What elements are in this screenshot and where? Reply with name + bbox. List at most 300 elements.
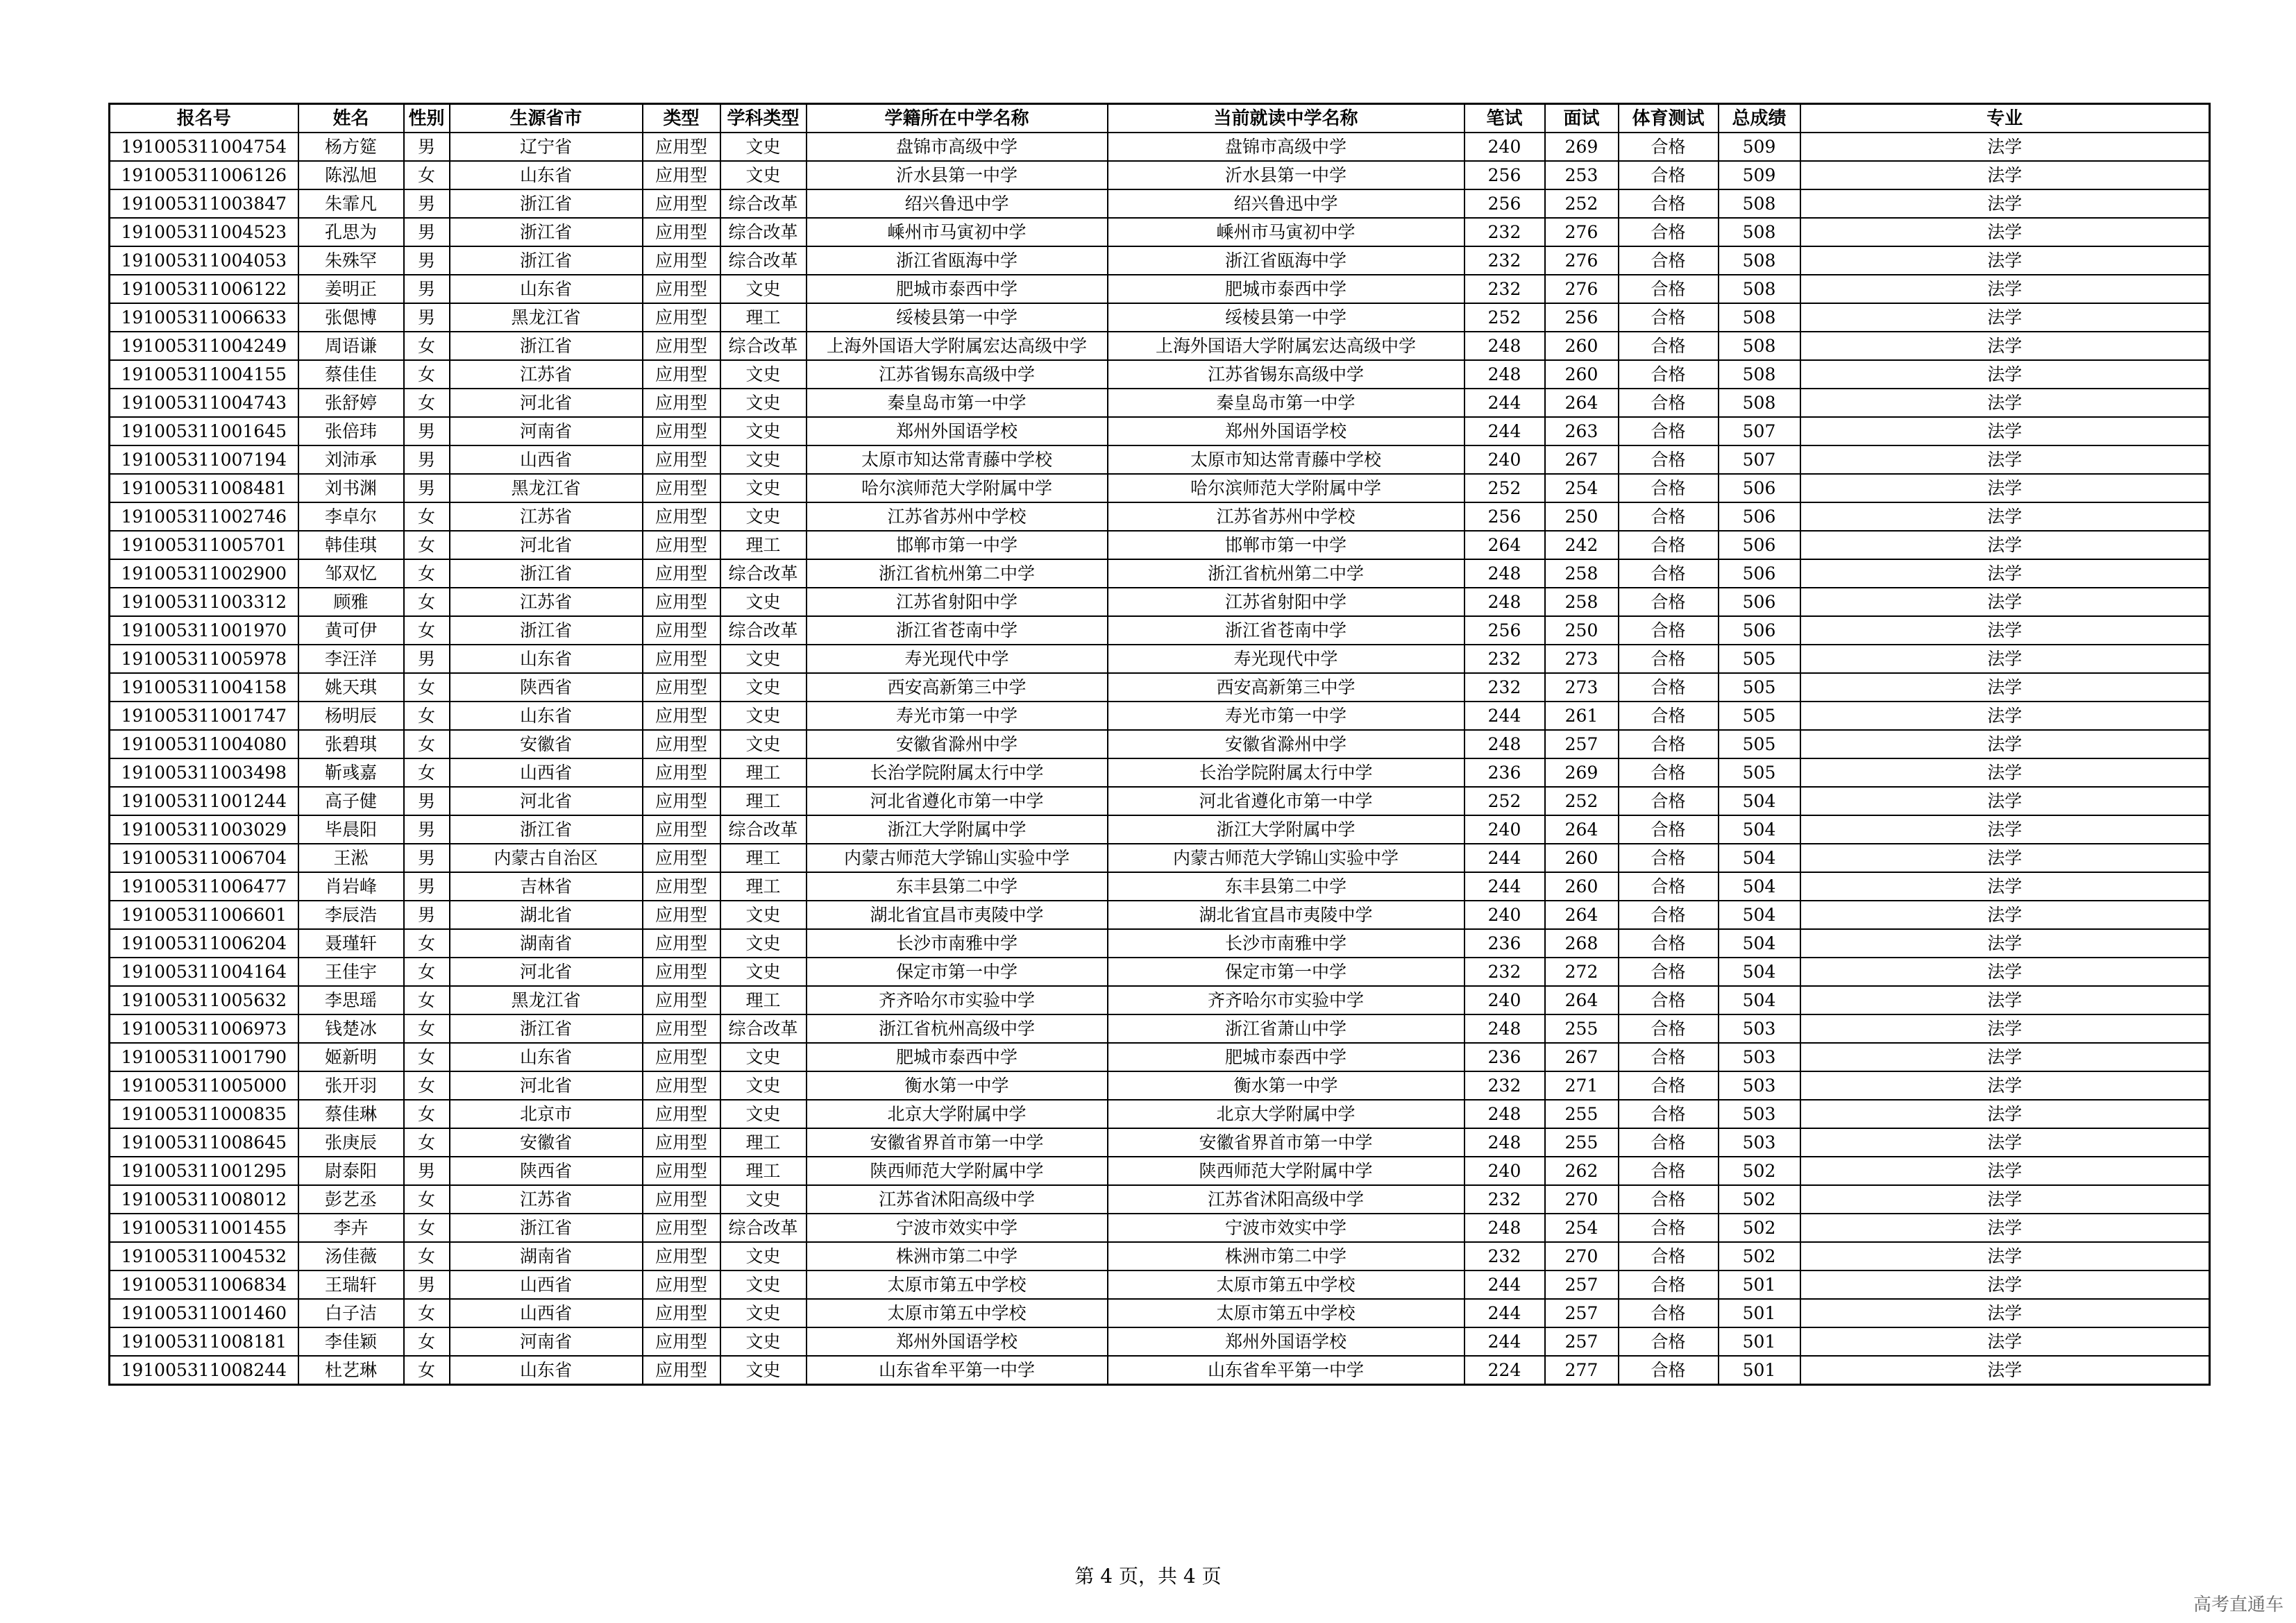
cell-name: 聂瑾轩 (298, 929, 404, 958)
cell-gender: 女 (404, 1299, 450, 1327)
table-row (110, 417, 2210, 445)
table-row (110, 1299, 2210, 1327)
cell-registered-school: 嵊州市马寅初中学 (807, 218, 1108, 246)
cell-major: 法学 (1800, 559, 2210, 588)
cell-total-score: 509 (1719, 161, 1800, 189)
cell-interview: 255 (1545, 1014, 1619, 1043)
cell-gender: 女 (404, 986, 450, 1014)
cell-interview: 260 (1545, 844, 1619, 872)
cell-major: 法学 (1800, 986, 2210, 1014)
cell-current-school: 长治学院附属太行中学 (1108, 758, 1464, 787)
cell-current-school: 宁波市效实中学 (1108, 1214, 1464, 1242)
table-row (110, 1043, 2210, 1071)
cell-current-school: 太原市第五中学校 (1108, 1299, 1464, 1327)
cell-subject-type: 文史 (720, 673, 807, 702)
cell-interview: 250 (1545, 616, 1619, 645)
cell-type: 应用型 (643, 901, 720, 929)
cell-current-school: 太原市第五中学校 (1108, 1271, 1464, 1299)
cell-written-test: 240 (1464, 901, 1545, 929)
cell-pe-test: 合格 (1619, 1128, 1719, 1157)
cell-total-score: 502 (1719, 1242, 1800, 1271)
cell-name: 李卓尔 (298, 502, 404, 531)
cell-gender: 女 (404, 1327, 450, 1356)
cell-written-test: 232 (1464, 275, 1545, 303)
cell-registration-no: 191005311001244 (110, 787, 298, 815)
cell-major: 法学 (1800, 1157, 2210, 1185)
cell-gender: 男 (404, 901, 450, 929)
cell-gender: 女 (404, 161, 450, 189)
cell-pe-test: 合格 (1619, 929, 1719, 958)
cell-gender: 女 (404, 958, 450, 986)
cell-written-test: 236 (1464, 929, 1545, 958)
cell-current-school: 寿光市第一中学 (1108, 702, 1464, 730)
cell-registration-no: 191005311001747 (110, 702, 298, 730)
cell-name: 李辰浩 (298, 901, 404, 929)
cell-current-school: 浙江省杭州第二中学 (1108, 559, 1464, 588)
cell-major: 法学 (1800, 1071, 2210, 1100)
cell-pe-test: 合格 (1619, 844, 1719, 872)
cell-registration-no: 191005311008645 (110, 1128, 298, 1157)
cell-total-score: 504 (1719, 901, 1800, 929)
cell-registered-school: 保定市第一中学 (807, 958, 1108, 986)
cell-major: 法学 (1800, 1271, 2210, 1299)
cell-total-score: 507 (1719, 417, 1800, 445)
cell-total-score: 502 (1719, 1185, 1800, 1214)
cell-registration-no: 191005311001970 (110, 616, 298, 645)
cell-gender: 女 (404, 559, 450, 588)
cell-name: 张舒婷 (298, 389, 404, 417)
col-header-written-test: 笔试 (1464, 104, 1545, 133)
cell-type: 应用型 (643, 730, 720, 758)
cell-current-school: 秦皇岛市第一中学 (1108, 389, 1464, 417)
cell-gender: 男 (404, 445, 450, 474)
cell-registration-no: 191005311005978 (110, 645, 298, 673)
cell-written-test: 224 (1464, 1356, 1545, 1385)
cell-registered-school: 宁波市效实中学 (807, 1214, 1108, 1242)
cell-gender: 男 (404, 133, 450, 161)
cell-gender: 男 (404, 844, 450, 872)
cell-registration-no: 191005311003847 (110, 189, 298, 218)
cell-gender: 女 (404, 1214, 450, 1242)
cell-pe-test: 合格 (1619, 730, 1719, 758)
cell-pe-test: 合格 (1619, 1185, 1719, 1214)
cell-registered-school: 长治学院附属太行中学 (807, 758, 1108, 787)
cell-type: 应用型 (643, 815, 720, 844)
cell-name: 王瑞轩 (298, 1271, 404, 1299)
cell-name: 朱霏凡 (298, 189, 404, 218)
cell-pe-test: 合格 (1619, 161, 1719, 189)
cell-gender: 女 (404, 758, 450, 787)
cell-major: 法学 (1800, 246, 2210, 275)
cell-type: 应用型 (643, 986, 720, 1014)
cell-written-test: 236 (1464, 1043, 1545, 1071)
cell-interview: 258 (1545, 588, 1619, 616)
cell-interview: 252 (1545, 787, 1619, 815)
cell-major: 法学 (1800, 929, 2210, 958)
cell-interview: 264 (1545, 901, 1619, 929)
cell-registered-school: 北京大学附属中学 (807, 1100, 1108, 1128)
cell-registered-school: 郑州外国语学校 (807, 417, 1108, 445)
table-row (110, 1128, 2210, 1157)
cell-interview: 257 (1545, 1299, 1619, 1327)
col-header-province: 生源省市 (450, 104, 643, 133)
cell-written-test: 236 (1464, 758, 1545, 787)
cell-gender: 女 (404, 360, 450, 389)
cell-subject-type: 综合改革 (720, 332, 807, 360)
cell-province: 山东省 (450, 1043, 643, 1071)
cell-name: 王佳宇 (298, 958, 404, 986)
table-row (110, 275, 2210, 303)
cell-registered-school: 浙江省瓯海中学 (807, 246, 1108, 275)
cell-interview: 257 (1545, 1271, 1619, 1299)
cell-type: 应用型 (643, 758, 720, 787)
cell-type: 应用型 (643, 1157, 720, 1185)
cell-subject-type: 综合改革 (720, 815, 807, 844)
cell-gender: 男 (404, 246, 450, 275)
cell-province: 河北省 (450, 1071, 643, 1100)
cell-interview: 260 (1545, 360, 1619, 389)
cell-current-school: 沂水县第一中学 (1108, 161, 1464, 189)
cell-pe-test: 合格 (1619, 389, 1719, 417)
cell-current-school: 寿光现代中学 (1108, 645, 1464, 673)
cell-subject-type: 文史 (720, 133, 807, 161)
cell-major: 法学 (1800, 787, 2210, 815)
cell-subject-type: 综合改革 (720, 616, 807, 645)
cell-province: 黑龙江省 (450, 474, 643, 502)
table-row (110, 1185, 2210, 1214)
cell-current-school: 齐齐哈尔市实验中学 (1108, 986, 1464, 1014)
cell-gender: 女 (404, 1100, 450, 1128)
cell-province: 安徽省 (450, 1128, 643, 1157)
cell-major: 法学 (1800, 332, 2210, 360)
cell-total-score: 508 (1719, 303, 1800, 332)
cell-interview: 253 (1545, 161, 1619, 189)
cell-registration-no: 191005311002746 (110, 502, 298, 531)
cell-registered-school: 太原市第五中学校 (807, 1271, 1108, 1299)
cell-gender: 男 (404, 303, 450, 332)
cell-major: 法学 (1800, 1043, 2210, 1071)
cell-province: 河南省 (450, 1327, 643, 1356)
cell-current-school: 肥城市泰西中学 (1108, 1043, 1464, 1071)
cell-type: 应用型 (643, 218, 720, 246)
cell-current-school: 哈尔滨师范大学附属中学 (1108, 474, 1464, 502)
col-header-type: 类型 (643, 104, 720, 133)
table-row (110, 702, 2210, 730)
cell-interview: 250 (1545, 502, 1619, 531)
cell-interview: 264 (1545, 389, 1619, 417)
cell-province: 山东省 (450, 161, 643, 189)
cell-major: 法学 (1800, 958, 2210, 986)
cell-registration-no: 191005311004155 (110, 360, 298, 389)
cell-type: 应用型 (643, 360, 720, 389)
cell-pe-test: 合格 (1619, 502, 1719, 531)
cell-province: 山西省 (450, 1271, 643, 1299)
cell-major: 法学 (1800, 189, 2210, 218)
cell-written-test: 232 (1464, 246, 1545, 275)
cell-gender: 女 (404, 673, 450, 702)
cell-registered-school: 沂水县第一中学 (807, 161, 1108, 189)
cell-pe-test: 合格 (1619, 1356, 1719, 1385)
cell-pe-test: 合格 (1619, 673, 1719, 702)
col-header-total-score: 总成绩 (1719, 104, 1800, 133)
cell-registered-school: 江苏省锡东高级中学 (807, 360, 1108, 389)
cell-pe-test: 合格 (1619, 1071, 1719, 1100)
cell-province: 辽宁省 (450, 133, 643, 161)
cell-written-test: 244 (1464, 417, 1545, 445)
cell-total-score: 504 (1719, 986, 1800, 1014)
cell-written-test: 252 (1464, 474, 1545, 502)
cell-province: 浙江省 (450, 1214, 643, 1242)
cell-pe-test: 合格 (1619, 303, 1719, 332)
cell-current-school: 衡水第一中学 (1108, 1071, 1464, 1100)
cell-province: 陕西省 (450, 1157, 643, 1185)
cell-type: 应用型 (643, 559, 720, 588)
cell-name: 蔡佳琳 (298, 1100, 404, 1128)
cell-province: 江苏省 (450, 1185, 643, 1214)
cell-major: 法学 (1800, 303, 2210, 332)
cell-gender: 女 (404, 1071, 450, 1100)
table-row (110, 1100, 2210, 1128)
cell-major: 法学 (1800, 645, 2210, 673)
cell-pe-test: 合格 (1619, 958, 1719, 986)
cell-registered-school: 浙江省杭州第二中学 (807, 559, 1108, 588)
cell-subject-type: 文史 (720, 901, 807, 929)
cell-current-school: 盘锦市高级中学 (1108, 133, 1464, 161)
cell-registration-no: 191005311005000 (110, 1071, 298, 1100)
cell-name: 陈泓旭 (298, 161, 404, 189)
cell-interview: 273 (1545, 645, 1619, 673)
cell-interview: 272 (1545, 958, 1619, 986)
col-header-name: 姓名 (298, 104, 404, 133)
cell-name: 姬新明 (298, 1043, 404, 1071)
cell-type: 应用型 (643, 787, 720, 815)
cell-current-school: 江苏省锡东高级中学 (1108, 360, 1464, 389)
cell-subject-type: 文史 (720, 588, 807, 616)
cell-written-test: 248 (1464, 1128, 1545, 1157)
cell-total-score: 508 (1719, 218, 1800, 246)
cell-major: 法学 (1800, 1214, 2210, 1242)
cell-total-score: 501 (1719, 1356, 1800, 1385)
cell-written-test: 232 (1464, 218, 1545, 246)
cell-pe-test: 合格 (1619, 133, 1719, 161)
cell-registration-no: 191005311004249 (110, 332, 298, 360)
cell-subject-type: 文史 (720, 1185, 807, 1214)
cell-gender: 女 (404, 1014, 450, 1043)
cell-gender: 男 (404, 275, 450, 303)
cell-name: 张碧琪 (298, 730, 404, 758)
cell-registered-school: 衡水第一中学 (807, 1071, 1108, 1100)
cell-subject-type: 综合改革 (720, 246, 807, 275)
table-row (110, 474, 2210, 502)
cell-pe-test: 合格 (1619, 787, 1719, 815)
cell-gender: 男 (404, 189, 450, 218)
cell-written-test: 264 (1464, 531, 1545, 559)
table-row (110, 1242, 2210, 1271)
cell-total-score: 504 (1719, 844, 1800, 872)
cell-registration-no: 191005311003312 (110, 588, 298, 616)
cell-province: 山东省 (450, 645, 643, 673)
cell-pe-test: 合格 (1619, 1100, 1719, 1128)
cell-interview: 260 (1545, 332, 1619, 360)
cell-registered-school: 盘锦市高级中学 (807, 133, 1108, 161)
cell-current-school: 江苏省射阳中学 (1108, 588, 1464, 616)
cell-total-score: 503 (1719, 1071, 1800, 1100)
cell-pe-test: 合格 (1619, 1214, 1719, 1242)
cell-pe-test: 合格 (1619, 616, 1719, 645)
cell-written-test: 240 (1464, 986, 1545, 1014)
cell-current-school: 浙江大学附属中学 (1108, 815, 1464, 844)
cell-major: 法学 (1800, 1128, 2210, 1157)
table-row (110, 758, 2210, 787)
cell-registration-no: 191005311004532 (110, 1242, 298, 1271)
cell-type: 应用型 (643, 303, 720, 332)
table-row (110, 133, 2210, 161)
cell-name: 蔡佳佳 (298, 360, 404, 389)
cell-pe-test: 合格 (1619, 218, 1719, 246)
cell-current-school: 江苏省沭阳高级中学 (1108, 1185, 1464, 1214)
table-row (110, 531, 2210, 559)
cell-total-score: 506 (1719, 588, 1800, 616)
cell-type: 应用型 (643, 531, 720, 559)
cell-province: 浙江省 (450, 616, 643, 645)
cell-registration-no: 191005311003029 (110, 815, 298, 844)
cell-type: 应用型 (643, 1128, 720, 1157)
cell-major: 法学 (1800, 275, 2210, 303)
cell-pe-test: 合格 (1619, 246, 1719, 275)
cell-total-score: 504 (1719, 787, 1800, 815)
table-row (110, 246, 2210, 275)
cell-written-test: 240 (1464, 445, 1545, 474)
table-row (110, 1014, 2210, 1043)
cell-gender: 男 (404, 474, 450, 502)
cell-total-score: 501 (1719, 1299, 1800, 1327)
cell-subject-type: 理工 (720, 531, 807, 559)
table-row (110, 1214, 2210, 1242)
cell-registration-no: 191005311006122 (110, 275, 298, 303)
cell-written-test: 248 (1464, 559, 1545, 588)
cell-written-test: 248 (1464, 332, 1545, 360)
cell-province: 江苏省 (450, 588, 643, 616)
cell-major: 法学 (1800, 133, 2210, 161)
cell-registration-no: 191005311004164 (110, 958, 298, 986)
cell-pe-test: 合格 (1619, 275, 1719, 303)
cell-registered-school: 寿光现代中学 (807, 645, 1108, 673)
table-row (110, 872, 2210, 901)
cell-type: 应用型 (643, 1242, 720, 1271)
cell-gender: 女 (404, 730, 450, 758)
cell-province: 河北省 (450, 787, 643, 815)
cell-interview: 255 (1545, 1128, 1619, 1157)
cell-registration-no: 191005311005632 (110, 986, 298, 1014)
cell-name: 周语谦 (298, 332, 404, 360)
cell-type: 应用型 (643, 645, 720, 673)
cell-type: 应用型 (643, 332, 720, 360)
cell-total-score: 508 (1719, 332, 1800, 360)
cell-subject-type: 文史 (720, 702, 807, 730)
cell-type: 应用型 (643, 1271, 720, 1299)
cell-written-test: 232 (1464, 958, 1545, 986)
cell-written-test: 232 (1464, 673, 1545, 702)
cell-current-school: 长沙市南雅中学 (1108, 929, 1464, 958)
table-row (110, 161, 2210, 189)
cell-province: 河北省 (450, 389, 643, 417)
cell-interview: 271 (1545, 1071, 1619, 1100)
cell-subject-type: 文史 (720, 1327, 807, 1356)
table-row (110, 645, 2210, 673)
table-row (110, 559, 2210, 588)
cell-major: 法学 (1800, 1299, 2210, 1327)
cell-name: 孔思为 (298, 218, 404, 246)
table-row (110, 445, 2210, 474)
cell-name: 李汪洋 (298, 645, 404, 673)
cell-written-test: 256 (1464, 161, 1545, 189)
cell-subject-type: 理工 (720, 303, 807, 332)
cell-major: 法学 (1800, 815, 2210, 844)
cell-registration-no: 191005311001295 (110, 1157, 298, 1185)
cell-subject-type: 文史 (720, 389, 807, 417)
cell-registration-no: 191005311004053 (110, 246, 298, 275)
cell-registered-school: 绥棱县第一中学 (807, 303, 1108, 332)
cell-province: 山东省 (450, 702, 643, 730)
cell-interview: 262 (1545, 1157, 1619, 1185)
cell-type: 应用型 (643, 275, 720, 303)
cell-total-score: 505 (1719, 673, 1800, 702)
cell-major: 法学 (1800, 531, 2210, 559)
cell-registered-school: 浙江省杭州高级中学 (807, 1014, 1108, 1043)
cell-name: 刘沛承 (298, 445, 404, 474)
cell-interview: 264 (1545, 815, 1619, 844)
cell-name: 高子健 (298, 787, 404, 815)
cell-written-test: 232 (1464, 645, 1545, 673)
cell-name: 顾雅 (298, 588, 404, 616)
col-header-pe-test: 体育测试 (1619, 104, 1719, 133)
cell-total-score: 506 (1719, 531, 1800, 559)
cell-interview: 269 (1545, 758, 1619, 787)
cell-major: 法学 (1800, 161, 2210, 189)
cell-total-score: 506 (1719, 502, 1800, 531)
cell-subject-type: 文史 (720, 417, 807, 445)
cell-subject-type: 文史 (720, 161, 807, 189)
table-row (110, 360, 2210, 389)
header-row (110, 104, 2210, 133)
cell-type: 应用型 (643, 1043, 720, 1071)
cell-major: 法学 (1800, 730, 2210, 758)
cell-type: 应用型 (643, 1100, 720, 1128)
cell-subject-type: 文史 (720, 1043, 807, 1071)
cell-subject-type: 综合改革 (720, 218, 807, 246)
cell-total-score: 505 (1719, 702, 1800, 730)
cell-total-score: 505 (1719, 645, 1800, 673)
table-row (110, 844, 2210, 872)
cell-interview: 264 (1545, 986, 1619, 1014)
table-row (110, 929, 2210, 958)
table-row (110, 787, 2210, 815)
cell-registered-school: 长沙市南雅中学 (807, 929, 1108, 958)
cell-written-test: 252 (1464, 787, 1545, 815)
cell-gender: 女 (404, 1185, 450, 1214)
cell-subject-type: 文史 (720, 474, 807, 502)
cell-name: 刘书渊 (298, 474, 404, 502)
cell-registration-no: 191005311008181 (110, 1327, 298, 1356)
cell-current-school: 东丰县第二中学 (1108, 872, 1464, 901)
cell-name: 朱殊罕 (298, 246, 404, 275)
table-row (110, 958, 2210, 986)
cell-registered-school: 太原市知达常青藤中学校 (807, 445, 1108, 474)
cell-province: 浙江省 (450, 559, 643, 588)
cell-pe-test: 合格 (1619, 758, 1719, 787)
cell-pe-test: 合格 (1619, 872, 1719, 901)
cell-registered-school: 湖北省宜昌市夷陵中学 (807, 901, 1108, 929)
